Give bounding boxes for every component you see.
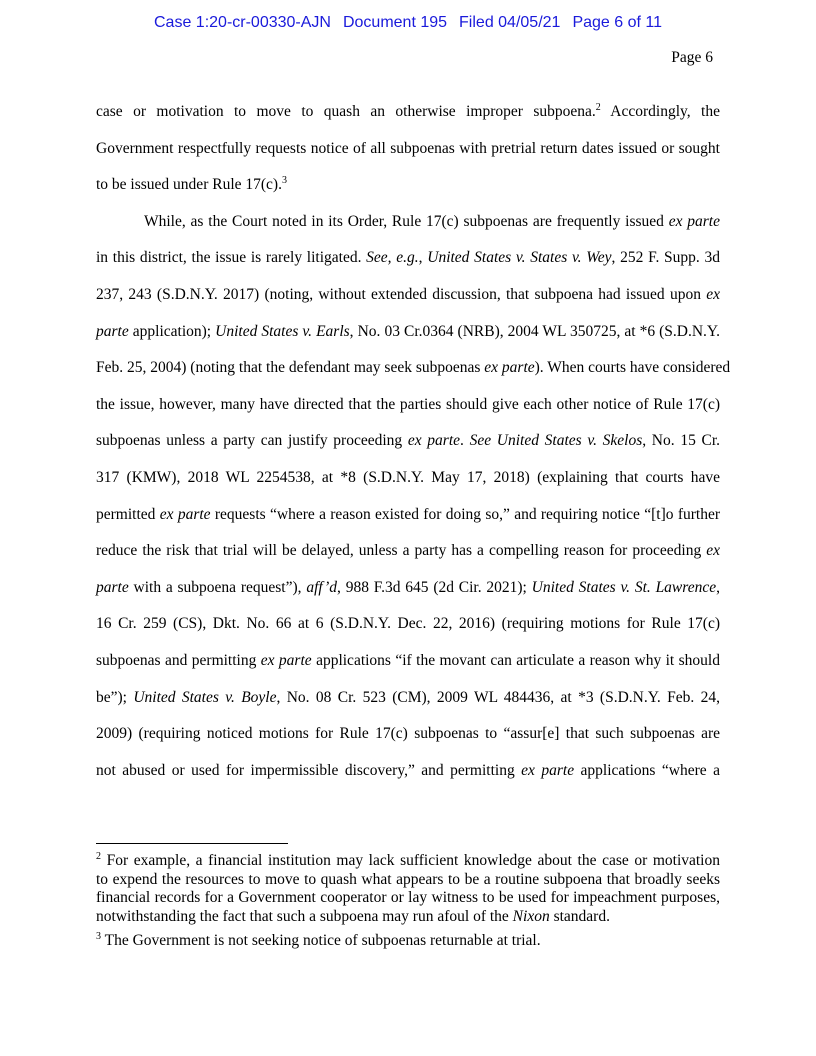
body-line: to be issued under Rule 17(c).$^3$ bbox=[96, 175, 287, 194]
body-line: 237, 243 (S.D.N.Y. 2017) (noting, without extended discussion, that subpoena had issued upon ex bbox=[96, 285, 720, 303]
filed-date: Filed 04/05/21 bbox=[459, 14, 561, 31]
body-line: Government respectfully requests notice of all subpoenas with pretrial return dates issued or sought bbox=[96, 139, 720, 157]
body-line: be”); United States v. Boyle, No. 08 Cr. 523 (CM), 2009 WL 484436, at *3 (S.D.N.Y. Feb. 24, bbox=[96, 688, 720, 706]
footnotes bbox=[96, 852, 720, 957]
body-text bbox=[96, 94, 731, 789]
footnote-2: $^2$ For example, a financial institution may lack sufficient knowledge about the case or motivation to expend the resources to move to quash what appears to be a routine subpoena that broadly seeks financial records for a Government cooperator or lay witness to be used for impeachment purposes, notwithstanding the fact that such a subpoena may run afoul of the Nixon standard. bbox=[96, 851, 720, 925]
body-line: the issue, however, many have directed that the parties should give each other notice of Rule 17(c) bbox=[96, 395, 720, 413]
body-line: parte with a subpoena request”), aff’d, 988 F.3d 645 (2d Cir. 2021); United States v. St. Lawrence, bbox=[96, 578, 720, 596]
body-line: 317 (KMW), 2018 WL 2254538, at *8 (S.D.N.Y. May 17, 2018) (explaining that courts have bbox=[96, 468, 720, 486]
footnote-ref-3[interactable]: 3 bbox=[281, 175, 287, 187]
body-line: in this district, the issue is rarely litigated. See, e.g., United States v. States v. Wey, 252 F. Supp. 3d bbox=[96, 249, 720, 267]
footnote-3: $^3$ The Government is not seeking notice of subpoenas returnable at trial. bbox=[96, 931, 541, 949]
footnote-ref-2[interactable]: 2 bbox=[595, 102, 601, 113]
case-number: Case 1:20-cr-00330-AJN bbox=[154, 14, 331, 31]
body-line: case or motivation to move to quash an otherwise improper subpoena.$^2$ Accordingly, the bbox=[96, 102, 720, 120]
page-count: Page 6 of 11 bbox=[572, 14, 662, 31]
page-number: Page 6 bbox=[671, 49, 713, 66]
body-line: 2009) (requiring noticed motions for Rule 17(c) subpoenas to “assur[e] that such subpoenas are bbox=[96, 725, 720, 743]
footnote-number: 2 bbox=[96, 851, 101, 862]
ecf-header bbox=[0, 14, 816, 32]
document-number: Document 195 bbox=[342, 14, 448, 31]
body-line: 16 Cr. 259 (CS), Dkt. No. 66 at 6 (S.D.N.Y. Dec. 22, 2016) (requiring motions for Rule 17(c) bbox=[96, 615, 720, 633]
body-line: parte application); United States v. Earls, No. 03 Cr.0364 (NRB), 2004 WL 350725, at *6 (S.D.N.Y. bbox=[96, 322, 721, 340]
body-line: not abused or used for impermissible discovery,” and permitting ex parte applications “where a bbox=[96, 761, 720, 779]
body-line: Feb. 25, 2004) (noting that the defendant may seek subpoenas ex parte). When courts have considered bbox=[96, 359, 731, 377]
body-line: reduce the risk that trial will be delayed, unless a party has a compelling reason for proceeding ex bbox=[96, 542, 720, 560]
body-line: permitted ex parte requests “where a reason existed for doing so,” and requiring notice “[t]o further bbox=[96, 505, 720, 523]
body-line: subpoenas and permitting ex parte applications “if the movant can articulate a reason why it should bbox=[96, 651, 720, 669]
footnote-number: 3 bbox=[96, 931, 101, 942]
body-line: While, as the Court noted in its Order, Rule 17(c) subpoenas are frequently issued ex parte bbox=[144, 212, 720, 230]
footnote-divider bbox=[96, 843, 288, 844]
body-line: subpoenas unless a party can justify proceeding ex parte. See United States v. Skelos, No. 15 Cr. bbox=[96, 432, 721, 450]
